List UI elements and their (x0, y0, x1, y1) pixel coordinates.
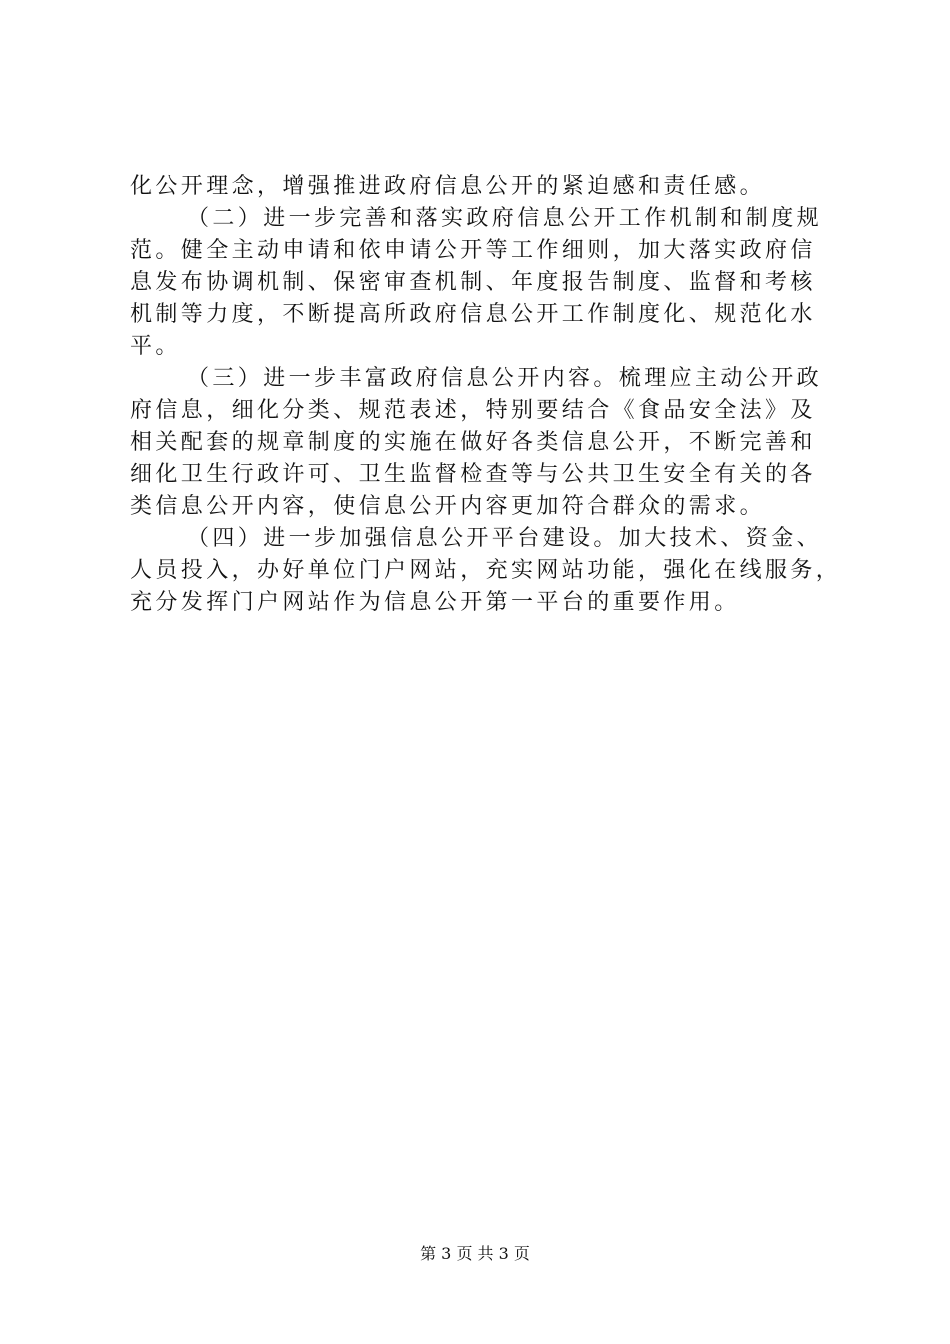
body-line: 相关配套的规章制度的实施在做好各类信息公开，不断完善和 (130, 430, 816, 455)
body-line: 化公开理念，增强推进政府信息公开的紧迫感和责任感。 (130, 174, 766, 199)
body-line: 息发布协调机制、保密审查机制、年度报告制度、监督和考核 (130, 270, 816, 295)
body-line: 人员投入，办好单位门户网站，充实网站功能，强化在线服务， (130, 558, 842, 583)
body-line: 机制等力度，不断提高所政府信息公开工作制度化、规范化水 (130, 302, 816, 327)
page-number-footer: 第 3 页 共 3 页 (420, 1244, 530, 1263)
document-body (130, 171, 842, 619)
body-line: 府信息，细化分类、规范表述，特别要结合《食品安全法》及 (130, 398, 816, 423)
paragraph-4-first-line: （四）进一步加强信息公开平台建设。加大技术、资金、 (187, 526, 823, 551)
body-line: 充分发挥门户网站作为信息公开第一平台的重要作用。 (130, 590, 740, 615)
body-line: 平。 (130, 334, 181, 359)
paragraph-3-first-line: （三）进一步丰富政府信息公开内容。梳理应主动公开政 (187, 366, 823, 391)
body-line: 细化卫生行政许可、卫生监督检查等与公共卫生安全有关的各 (130, 462, 816, 487)
body-line: 范。健全主动申请和依申请公开等工作细则，加大落实政府信 (130, 238, 816, 263)
body-line: 类信息公开内容，使信息公开内容更加符合群众的需求。 (130, 494, 766, 519)
paragraph-2-first-line: （二）进一步完善和落实政府信息公开工作机制和制度规 (187, 206, 823, 231)
